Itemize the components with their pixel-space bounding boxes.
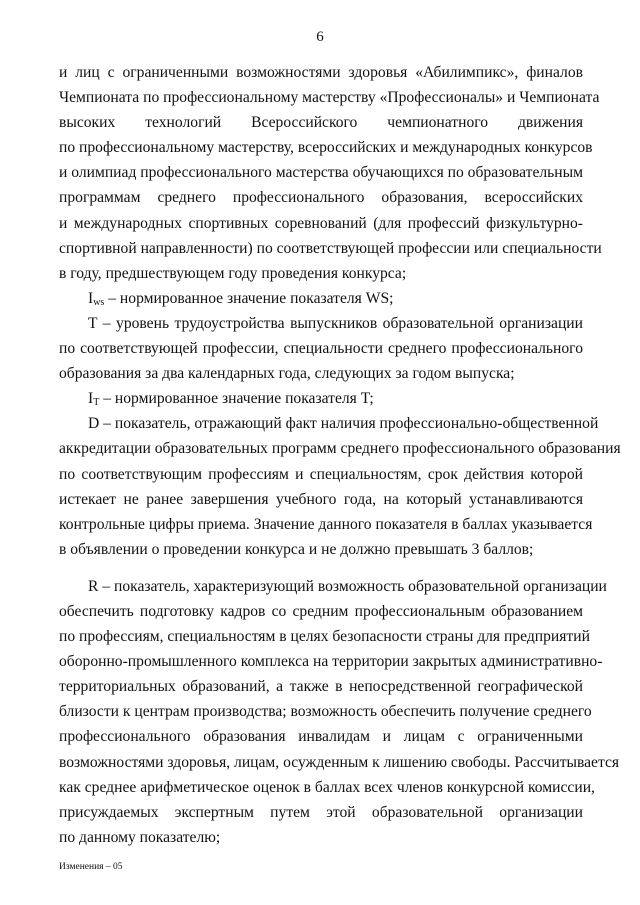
text-line: T – уровень трудоустройства выпускников образовательной организации	[88, 314, 583, 332]
text-line: высоких технологий Всероссийского чемпионатного движения	[59, 114, 583, 132]
text-line: обеспечить подготовку кадров со средним профессиональным образованием	[59, 602, 583, 620]
text-line: по профессиональному мастерству, всероссийских и международных конкурсов	[59, 139, 593, 157]
text-line: как среднее арифметическое оценок в баллах всех членов конкурсной комиссии,	[59, 778, 595, 796]
paragraph-iws	[59, 286, 583, 311]
text-line: в году, предшествующем году проведения конкурса;	[59, 264, 407, 282]
text-line: и лиц с ограниченными возможностями здоровья «Абилимпикс», финалов	[59, 64, 583, 81]
subscript: T	[93, 397, 100, 409]
symbol: I	[88, 390, 94, 408]
text-line: по соответствующей профессии, специальности среднего профессионального	[59, 340, 583, 358]
text-line: контрольные цифры приема. Значение данного показателя в баллах указывается	[59, 515, 593, 533]
text-line: и международных спортивных соревнований (для профессий физкультурно-	[59, 214, 583, 232]
footer-revision: Изменения – 05	[59, 862, 123, 872]
text-line: Чемпионата по профессиональному мастерству «Профессионалы» и Чемпионата	[59, 89, 600, 107]
text-line: близости к центрам производства; возможность обеспечить получение среднего	[59, 703, 592, 721]
text-line: возможностями здоровья, лицам, осужденным к лишению свободы. Рассчитывается	[59, 753, 620, 771]
text-line: присуждаемых экспертным путем этой образовательной организации	[59, 803, 583, 821]
text-line: программам среднего профессионального образования, всероссийских	[59, 189, 583, 207]
text-line: по данному показателю;	[59, 828, 221, 846]
text-line: образования за два календарных года, следующих за годом выпуска;	[59, 365, 515, 383]
text-line: D – показатель, отражающий факт наличия профессионально-общественной	[88, 415, 599, 433]
text-line: оборонно-промышленного комплекса на территории закрытых административно-	[59, 653, 603, 671]
page-number: 6	[316, 29, 324, 45]
text-line: по соответствующим профессиям и специальностям, срок действия которой	[59, 465, 583, 483]
paragraph-d	[59, 411, 621, 562]
paragraph-gap	[59, 562, 583, 574]
text-line: в объявлении о проведении конкурса и не должно превышать 3 баллов;	[59, 540, 534, 558]
text-line: истекает не ранее завершения учебного года, на который устанавливаются	[59, 490, 583, 508]
text-line: по профессиям, специальностям в целях безопасности страны для предприятий	[59, 628, 590, 646]
paragraph-t	[59, 311, 583, 386]
text-line: и олимпиад профессионального мастерства обучающихся по образовательным	[59, 164, 583, 182]
definition: – нормированное значение показателя T;	[99, 390, 374, 408]
symbol: I	[88, 289, 94, 307]
text-line: профессионального образования инвалидам и лицам с ограниченными	[59, 728, 583, 746]
text-line: аккредитации образовательных программ среднего профессионального образования	[59, 440, 621, 458]
text-line: территориальных образований, а также в непосредственной географической	[59, 678, 583, 696]
subscript: ws	[93, 296, 105, 308]
paragraph-continuation	[59, 60, 602, 286]
paragraph-it	[59, 386, 583, 411]
paragraph-r	[59, 574, 620, 850]
text-line: спортивной направленности) по соответствующей профессии или специальности	[59, 239, 602, 257]
text-line: R – показатель, характеризующий возможность образовательной организации	[88, 577, 607, 595]
document-body	[59, 60, 621, 850]
definition: – нормированное значение показателя WS;	[104, 289, 394, 307]
